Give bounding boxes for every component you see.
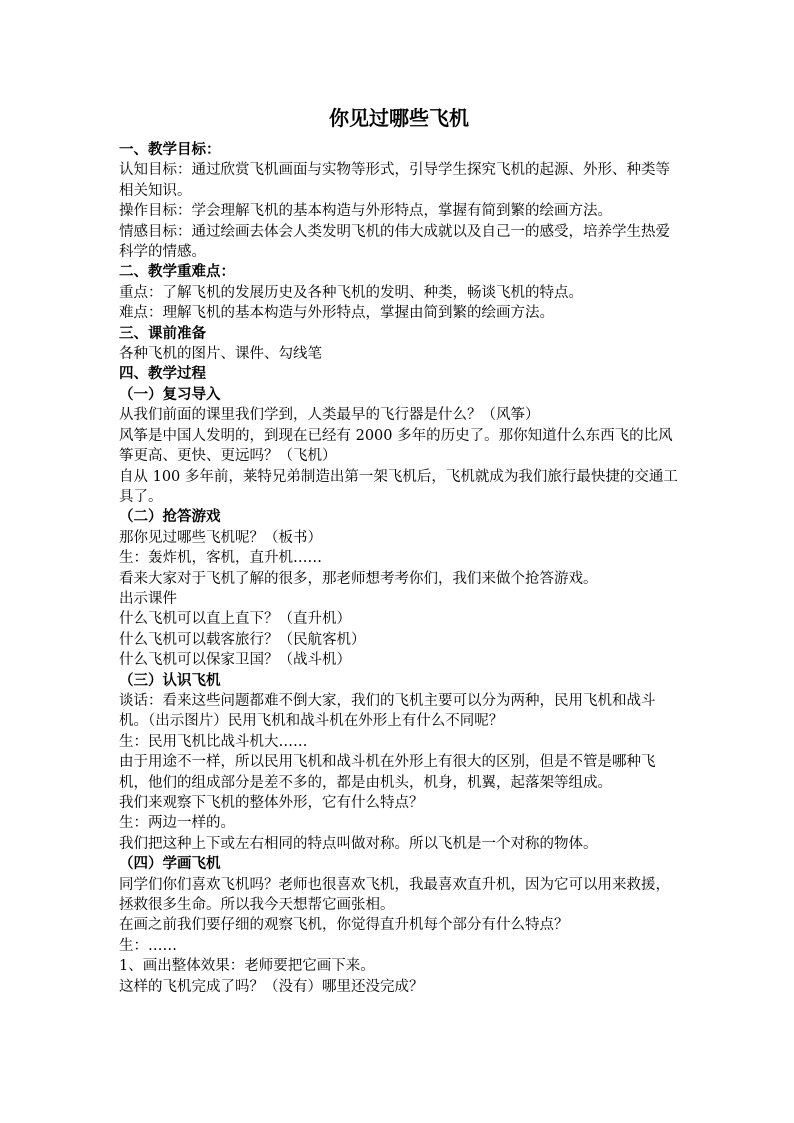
paragraph: 从我们前面的课里我们学到，人类最早的飞行器是什么？（风筝） <box>119 407 540 424</box>
paragraph: 我们把这种上下或左右相同的特点叫做对称。所以飞机是一个对称的物体。 <box>119 835 598 852</box>
document-page <box>119 104 679 997</box>
section-heading: （二）抢答游戏 <box>119 508 221 526</box>
paragraph: 生：民用飞机比战斗机大…… <box>119 733 308 750</box>
paragraph: 生：两边一样的。 <box>119 815 235 832</box>
paragraph: 出示课件 <box>119 590 177 607</box>
paragraph: 由于用途不一样，所以民用飞机和战斗机在外形上有很大的区别，但是不管是哪种飞机，他们的组成部分是差不多的，都是由机头，机身，机翼，起落架等组成。 <box>119 754 656 791</box>
paragraph: 重点：了解飞机的发展历史及各种飞机的发明、种类，畅谈飞机的特点。 <box>119 284 583 301</box>
paragraph: 那你见过哪些飞机呢？（板书） <box>119 529 322 546</box>
paragraph: 生：轰炸机，客机，直升机…… <box>119 550 322 567</box>
paragraph: 什么飞机可以直上直下？（直升机） <box>119 611 351 628</box>
paragraph: 自从 100 多年前，莱特兄弟制造出第一架飞机后，飞机就成为我们旅行最快捷的交通工具了。 <box>119 468 678 505</box>
paragraph: 这样的飞机完成了吗？（没有）哪里还没完成？ <box>119 978 424 995</box>
paragraph: 什么飞机可以保家卫国？（战斗机） <box>119 652 351 669</box>
paragraph: 同学们你们喜欢飞机吗？老师也很喜欢飞机，我最喜欢直升机，因为它可以用来救援，拯救很多生命。所以我今天想帮它画张相。 <box>119 876 670 914</box>
paragraph: 我们来观察下飞机的整体外形，它有什么特点？ <box>119 795 424 811</box>
paragraph: 情感目标：通过绘画去体会人类发明飞机的伟大成就以及自己一的感受，培养学生热爱科学的情感。 <box>119 223 670 261</box>
section-heading: （四）学画飞机 <box>119 855 221 873</box>
paragraph: 风筝是中国人发明的，到现在已经有 2000 多年的历史了。那你知道什么东西飞的比风筝更高、更快、更远吗？（飞机） <box>119 427 673 465</box>
document-body <box>119 140 679 997</box>
section-heading: 三、课前准备 <box>119 324 206 342</box>
paragraph: 什么飞机可以载客旅行？（民航客机） <box>119 631 366 648</box>
paragraph: 各种飞机的图片、课件、勾线笔 <box>119 346 322 363</box>
paragraph: 生：…… <box>119 937 177 954</box>
section-heading: 一、教学目标： <box>119 141 221 158</box>
paragraph: 在画之前我们要仔细的观察飞机，你觉得直升机每个部分有什么特点？ <box>119 917 569 934</box>
paragraph: 认知目标：通过欣赏飞机画面与实物等形式，引导学生探究飞机的起源、外形、种类等相关知识。 <box>119 162 670 199</box>
paragraph: 难点：理解飞机的基本构造与外形特点，掌握由简到繁的绘画方法。 <box>119 305 554 322</box>
section-heading: （一）复习导入 <box>119 385 221 403</box>
paragraph: 看来大家对于飞机了解的很多，那老师想考考你们，我们来做个抢答游戏。 <box>119 570 598 587</box>
paragraph: 1、画出整体效果：老师要把它画下来。 <box>119 958 375 975</box>
paragraph: 操作目标：学会理解飞机的基本构造与外形特点，掌握有简到繁的绘画方法。 <box>119 203 612 220</box>
paragraph: 谈话：看来这些问题都难不倒大家，我们的飞机主要可以分为两种，民用飞机和战斗机。（出示图片）民用飞机和战斗机在外形上有什么不同呢？ <box>119 692 656 730</box>
section-heading: 二、教学重难点： <box>119 263 235 281</box>
section-heading: （三）认识飞机 <box>119 671 221 689</box>
section-heading: 四、教学过程 <box>119 365 206 383</box>
page-title: 你见过哪些飞机 <box>329 106 469 130</box>
